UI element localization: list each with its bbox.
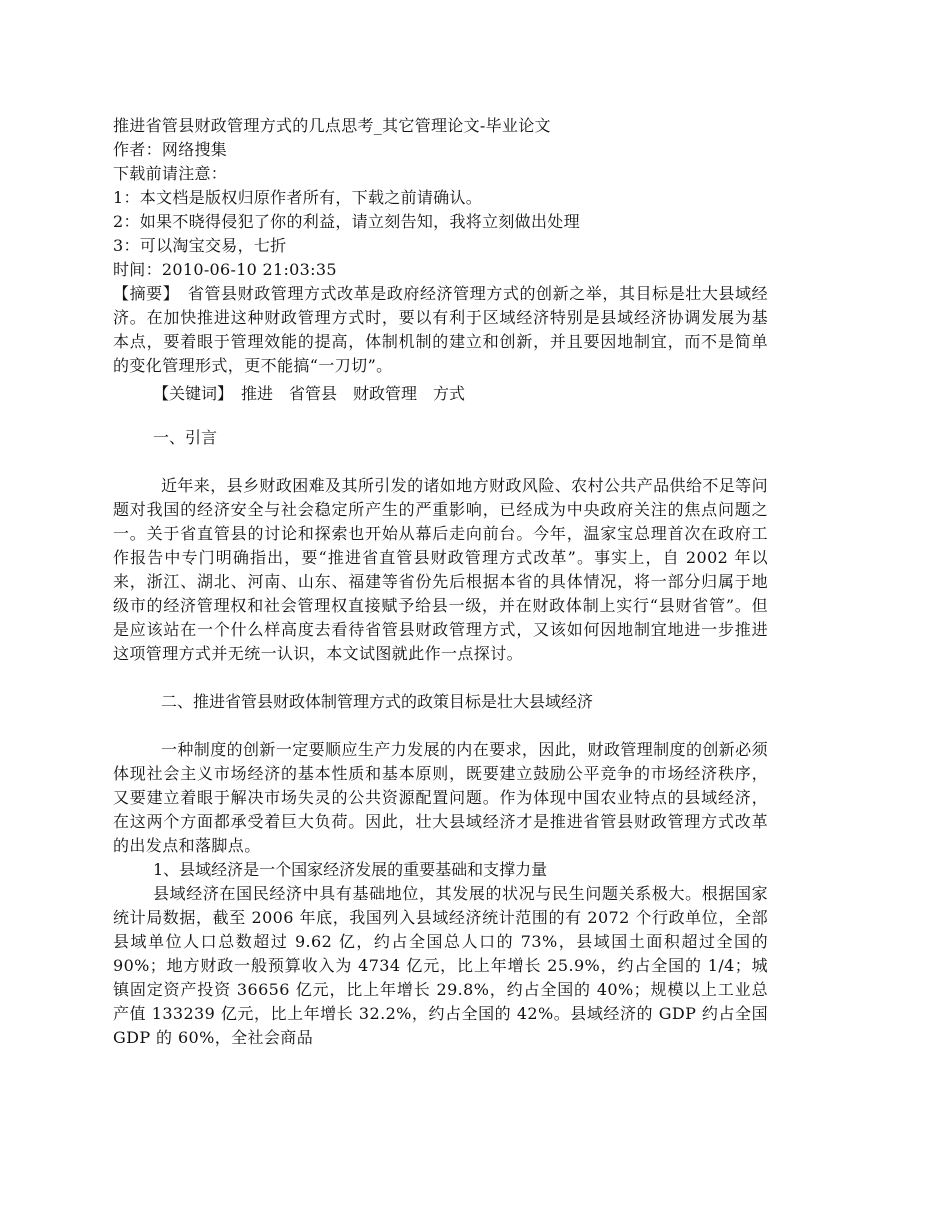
document-body bbox=[113, 114, 768, 1050]
subsection-1-paragraph: 县域经济在国民经济中具有基础地位，其发展的状况与民生问题关系极大。根据国家统计局数据，截至 2006 年底，我国列入县域经济统计范围的有 2072 个行政单位，全部县域单位人口总数超过 9.62 亿，约占全国总人口的 73%，县域国土面积超过全国的 90%；地方财政一般预算收入为 4734 亿元，比上年增长 25.9%，约占全国的 1/4；城镇固定资产投资 36656 亿元，比上年增长 29.8%，约占全国的 40%；规模以上工业总产值 133239 亿元，比上年增长 32.2%，约占全国的 42%。县域经济的 GDP 约占全国 GDP 的 60%，全社会商品 bbox=[113, 884, 768, 1047]
notice-header: 下载前请注意： bbox=[113, 164, 228, 183]
time-line: 时间：2010-06-10 21:03:35 bbox=[113, 260, 337, 279]
policy-goal-paragraph: 一种制度的创新一定要顺应生产力发展的内在要求，因此，财政管理制度的创新必须体现社会主义市场经济的基本性质和基本原则，既要建立鼓励公平竞争的市场经济秩序，又要建立着眼于解决市场失灵的公共资源配置问题。作为体现中国农业特点的县域经济，在这两个方面都承受着巨大负荷。因此，壮大县域经济才是推进省管县财政管理方式改革的出发点和落脚点。 bbox=[113, 740, 768, 855]
document-title: 推进省管县财政管理方式的几点思考_其它管理论文-毕业论文 bbox=[113, 116, 551, 135]
section-heading-intro: 一、引言 bbox=[153, 428, 218, 447]
intro-paragraph: 近年来，县乡财政困难及其所引发的诸如地方财政风险、农村公共产品供给不足等问题对我国的经济安全与社会稳定所产生的严重影响，已经成为中央政府关注的焦点问题之一。关于省直管县的讨论和探索也开始从幕后走向前台。今年，温家宝总理首次在政府工作报告中专门明确指出，要“推进省直管县财政管理方式改革”。事实上，自 2002 年以来，浙江、湖北、河南、山东、福建等省份先后根据本省的具体情况，将一部分归属于地级市的经济管理权和社会管理权直接赋予给县一级，并在财政体制上实行“县财省管”。但是应该站在一个什么样高度去看待省管县财政管理方式，又该如何因地制宜地进一步推进这项管理方式并无统一认识，本文试图就此作一点探讨。 bbox=[113, 476, 768, 663]
subsection-heading-1: 1、县域经济是一个国家经济发展的重要基础和支撑力量 bbox=[153, 860, 548, 879]
abstract-paragraph: 【摘要】 省管县财政管理方式改革是政府经济管理方式的创新之举，其目标是壮大县域经济。在加快推进这种财政管理方式时，要以有利于区域经济特别是县域经济协调发展为基本点，要着眼于管理效能的提高，体制机制的建立和创新，并且要因地制宜，而不是简单的变化管理形式，更不能搞“一刀切”。 bbox=[113, 284, 768, 375]
section-heading-policy-goal: 二、推进省管县财政体制管理方式的政策目标是壮大县域经济 bbox=[161, 692, 594, 711]
notice-item: 1：本文档是版权归原作者所有，下载之前请确认。 bbox=[113, 188, 483, 207]
notice-item: 2：如果不晓得侵犯了你的利益，请立刻告知，我将立刻做出处理 bbox=[113, 212, 580, 231]
notice-item: 3：可以淘宝交易，七折 bbox=[113, 236, 287, 255]
author-line: 作者：网络搜集 bbox=[113, 140, 228, 159]
keywords-line: 【关键词】 推进 省管县 财政管理 方式 bbox=[153, 384, 466, 403]
